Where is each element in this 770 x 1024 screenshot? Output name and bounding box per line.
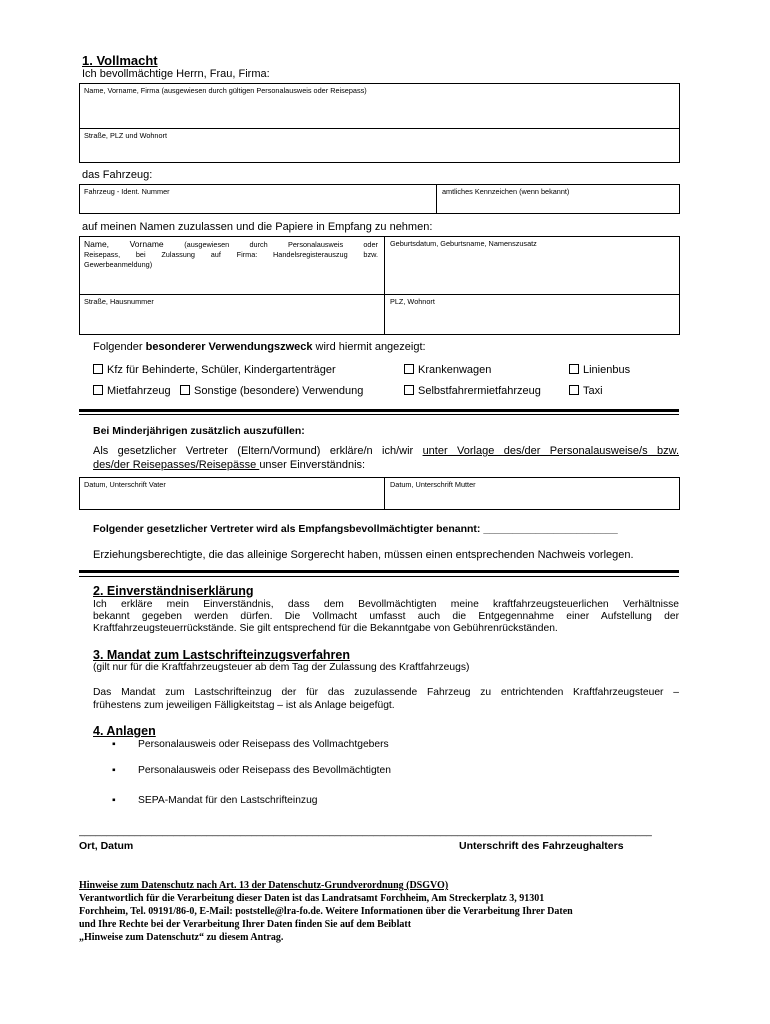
holder-name-label: Name, Vorname [84,239,164,249]
list-item: ▪ Personalausweis oder Reisepass des Bevollmächtigten [112,765,391,776]
section-3-sub: (gilt nur für die Kraftfahrzeugsteuer ab dem Tag der Zulassung des Kraftfahrzeugs) [93,662,470,673]
section-3-line-1: Das Mandat zum Lastschrifteinzug der für das zuzulassende Fahrzeug zu entrichtenden Kraftfahrzeugsteuer – [93,687,679,698]
section-3-heading: 3. Mandat zum Lastschrifteinzugsverfahren [93,648,351,662]
option-selbstfahrer[interactable]: Selbstfahrermietfahrzeug [404,385,541,397]
authorized-person-box [79,83,680,163]
holder-name-hint: Gewerbeanmeldung) [84,260,153,269]
section-4-heading: 4. Anlagen [93,724,156,738]
bullet-icon: ▪ [112,765,116,776]
signature-line[interactable]: _______________________________________________________________________________________________________ [79,826,652,837]
checkbox[interactable] [569,364,579,374]
plate-field[interactable]: amtliches Kennzeichen (wenn bekannt) [442,187,570,196]
authorized-name-field[interactable]: Name, Vorname, Firma (ausgewiesen durch gültigen Personalausweis oder Reisepass) [84,86,367,95]
holder-name-hint: Reisepass, bei Zulassung auf Firma: Handelsregisterauszug bzw. [84,250,378,259]
place-date-label: Ort, Datum [79,840,134,852]
parents-box [79,477,680,510]
section-divider [79,570,679,573]
section-2-line-3: Kraftfahrzeugsteuerrückstände. Sie gilt entsprechend für die Bekanntgabe von Gebührenrückständen. [93,623,558,634]
checkbox[interactable] [404,385,414,395]
divider [384,477,385,510]
vin-field[interactable]: Fahrzeug - Ident. Nummer [84,187,170,196]
purpose-label: Folgender besonderer Verwendungszweck wird hiermit angezeigt: [93,341,426,353]
section-divider [79,576,679,577]
holder-street-field[interactable]: Straße, Hausnummer [84,297,154,306]
section-2-line-1: Ich erkläre mein Einverständnis, dass dem Bevollmächtigten meine kraftfahrzeugsteuerlichen Verhältnisse [93,599,679,610]
option-sonstige[interactable]: Sonstige (besondere) Verwendung [180,385,363,397]
privacy-line-2: Forchheim, Tel. 09191/86-0, E-Mail: poststelle@lra-fo.de. Weitere Informationen über die Verarbeitung Ihrer Daten [79,906,573,917]
birth-field[interactable]: Geburtsdatum, Geburtsname, Namenszusatz [390,239,537,248]
option-linienbus[interactable]: Linienbus [569,364,630,376]
minor-text-line-2: des/der Reisepasses/Reisepässe unser Einverständnis: [93,459,366,471]
option-krankenwagen[interactable]: Krankenwagen [404,364,491,376]
checkbox[interactable] [93,364,103,374]
holder-signature-label: Unterschrift des Fahrzeughalters [459,840,624,852]
father-signature-field[interactable]: Datum, Unterschrift Vater [84,480,166,489]
bullet-icon: ▪ [112,795,116,806]
section-2-heading: 2. Einverständniserklärung [93,584,254,598]
section-2-line-2: bekannt gegeben werden dürfen. Die Vollmacht umfasst auch die Entgegennahme einer Aufstellung der [93,611,679,622]
privacy-line-4: „Hinweise zum Datenschutz“ zu diesem Antrag. [79,932,284,943]
custody-note: Erziehungsberechtigte, die das alleinige Sorgerecht haben, müssen einen entsprechenden Nachweis vorlegen. [93,549,634,561]
divider [436,184,437,214]
checkbox[interactable] [569,385,579,395]
bullet-icon: ▪ [112,739,116,750]
holder-name-field[interactable] [84,239,378,270]
minor-heading: Bei Minderjährigen zusätzlich auszufüllen: [93,425,305,437]
section-1-intro: Ich bevollmächtige Herrn, Frau, Firma: [82,68,270,80]
authorized-address-field[interactable]: Straße, PLZ und Wohnort [84,131,168,140]
holder-zip-field[interactable]: PLZ, Wohnort [390,297,435,306]
privacy-heading: Hinweise zum Datenschutz nach Art. 13 der Datenschutz-Grundverordnung (DSGVO) [79,880,449,891]
checkbox[interactable] [404,364,414,374]
option-taxi[interactable]: Taxi [569,385,603,397]
section-3-line-2: frühestens zum jeweiligen Fälligkeitstag – ist als Anlage beigefügt. [93,700,395,711]
holder-name-hint: (ausgewiesen durch Personalausweis oder [184,240,378,249]
vehicle-label: das Fahrzeug: [82,169,153,181]
divider [384,236,385,335]
section-divider [79,409,679,412]
list-item: ▪ Personalausweis oder Reisepass des Vollmachtgebers [112,739,389,750]
section-1-heading: 1. Vollmacht [82,53,158,68]
privacy-line-1: Verantwortlich für die Verarbeitung dieser Daten ist das Landratsamt Forchheim, Am Streckerplatz 3, 91301 [79,893,545,904]
divider [79,128,680,129]
agent-line[interactable]: Folgender gesetzlicher Vertreter wird als Empfangsbevollmächtigter benannt: _______________________ [93,523,618,535]
divider [79,294,680,295]
checkbox[interactable] [93,385,103,395]
section-divider [79,414,679,415]
mother-signature-field[interactable]: Datum, Unterschrift Mutter [390,480,476,489]
minor-text-line-1: Als gesetzlicher Vertreter (Eltern/Vormund) erkläre/n ich/wir unter Vorlage des/der Personalausweise/s bzw. [93,445,679,457]
privacy-line-3: und Ihre Rechte bei der Verarbeitung Ihrer Daten finden Sie auf dem Beiblatt [79,919,412,930]
option-kfz[interactable]: Kfz für Behinderte, Schüler, Kindergartenträger [93,364,336,376]
checkbox[interactable] [180,385,190,395]
register-label: auf meinen Namen zuzulassen und die Papiere in Empfang zu nehmen: [82,221,433,233]
list-item: ▪ SEPA-Mandat für den Lastschrifteinzug [112,795,318,806]
option-miet[interactable]: Mietfahrzeug [93,385,171,397]
